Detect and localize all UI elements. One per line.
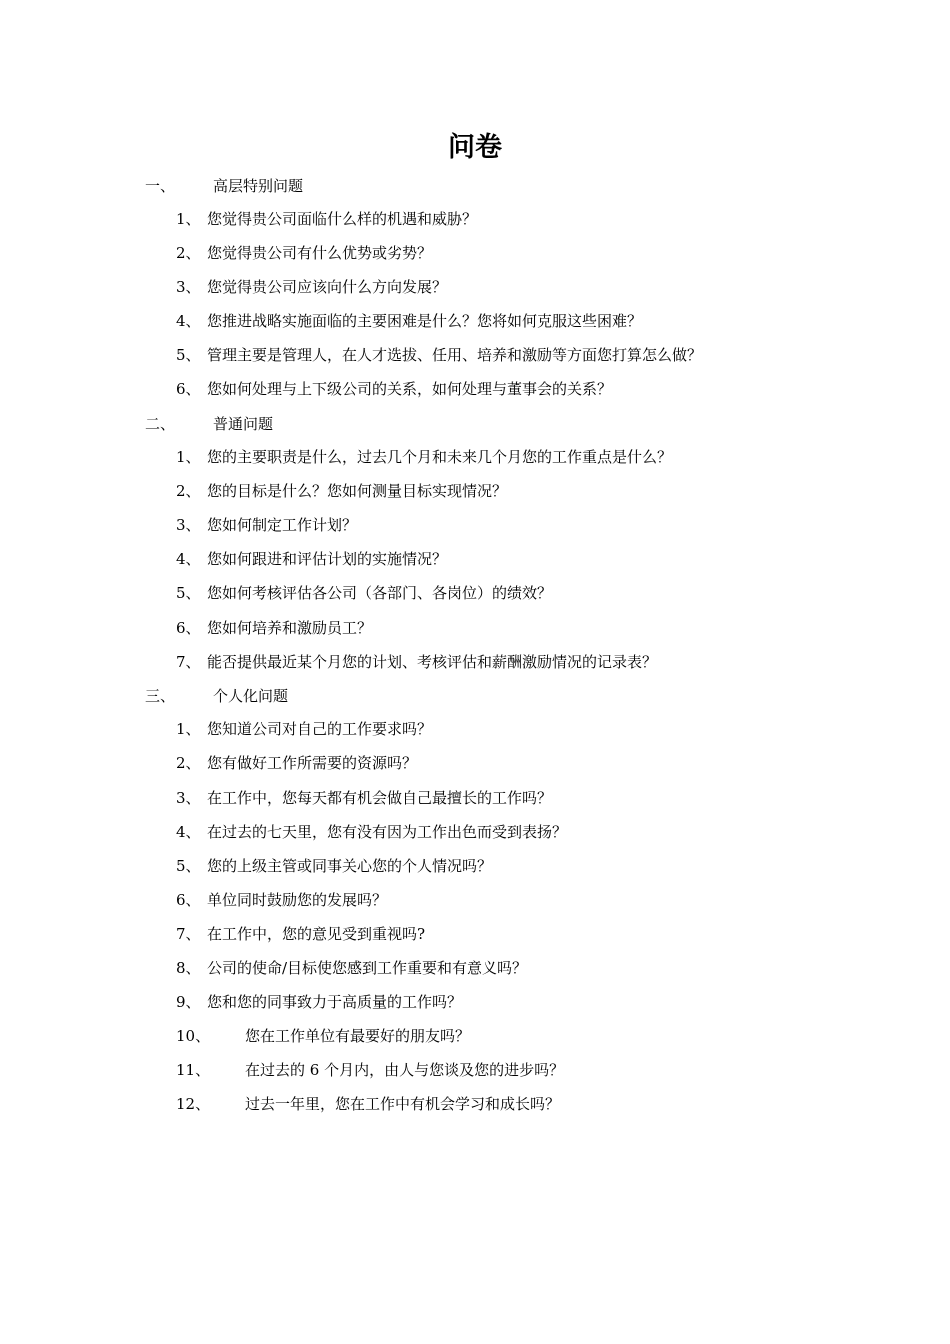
question-item (176, 719, 816, 739)
question-item (176, 515, 816, 535)
question-number: 2、 (176, 482, 201, 500)
question-item (176, 992, 816, 1012)
question-text: 您如何跟进和评估计划的实施情况？ (207, 550, 448, 568)
question-item (176, 652, 816, 672)
question-number: 6、 (176, 380, 201, 398)
question-item (176, 890, 816, 910)
question-item (176, 1060, 816, 1080)
question-number: 2、 (176, 754, 201, 772)
question-item (176, 1026, 816, 1046)
question-text: 您如何考核评估各公司（各部门、各岗位）的绩效？ (207, 584, 553, 602)
section-number: 一、 (145, 177, 176, 195)
question-number: 12、 (176, 1095, 211, 1113)
question-number: 9、 (176, 993, 201, 1011)
question-text: 您如何培养和激励员工？ (207, 619, 373, 637)
question-number: 5、 (176, 346, 201, 364)
question-number: 4、 (176, 550, 201, 568)
section-label: 普通问题 (213, 415, 274, 433)
question-item (176, 447, 816, 467)
question-text: 您如何制定工作计划？ (207, 516, 358, 534)
section-number: 二、 (145, 415, 176, 433)
question-number: 3、 (176, 516, 201, 534)
question-text: 您觉得贵公司有什么优势或劣势？ (207, 244, 433, 262)
question-text: 公司的使命/目标使您感到工作重要和有意义吗？ (207, 959, 528, 977)
question-text: 您在工作单位有最要好的朋友吗？ (245, 1027, 471, 1045)
question-number: 3、 (176, 789, 201, 807)
section-heading (145, 414, 545, 434)
question-item (176, 924, 816, 944)
question-number: 4、 (176, 823, 201, 841)
page-title: 问卷 (448, 132, 502, 163)
question-text: 您如何处理与上下级公司的关系，如何处理与董事会的关系？ (207, 380, 613, 398)
question-text: 能否提供最近某个月您的计划、考核评估和薪酬激励情况的记录表？ (207, 653, 658, 671)
question-item (176, 311, 816, 331)
question-number: 6、 (176, 619, 201, 637)
question-item (176, 822, 816, 842)
question-item (176, 1094, 816, 1114)
question-number: 3、 (176, 278, 201, 296)
section-heading (145, 686, 545, 706)
section-label: 个人化问题 (213, 687, 289, 705)
question-text: 您的上级主管或同事关心您的个人情况吗？ (207, 857, 493, 875)
question-item (176, 583, 816, 603)
question-number: 2、 (176, 244, 201, 262)
question-item (176, 481, 816, 501)
question-text: 单位同时鼓励您的发展吗？ (207, 891, 388, 909)
question-item (176, 345, 816, 365)
question-item (176, 788, 816, 808)
question-number: 4、 (176, 312, 201, 330)
question-text: 您觉得贵公司面临什么样的机遇和威胁？ (207, 210, 478, 228)
question-text: 过去一年里，您在工作中有机会学习和成长吗？ (245, 1095, 561, 1113)
question-text: 管理主要是管理人，在人才选拔、任用、培养和激励等方面您打算怎么做？ (207, 346, 703, 364)
section-number: 三、 (145, 687, 176, 705)
question-item (176, 277, 816, 297)
question-text: 您知道公司对自己的工作要求吗？ (207, 720, 433, 738)
question-text: 您推进战略实施面临的主要困难是什么？您将如何克服这些困难？ (207, 312, 643, 330)
question-number: 7、 (176, 925, 201, 943)
question-number: 1、 (176, 210, 201, 228)
section-heading (145, 176, 545, 196)
question-text: 您觉得贵公司应该向什么方向发展？ (207, 278, 448, 296)
question-item (176, 243, 816, 263)
question-item (176, 379, 816, 399)
question-item (176, 209, 816, 229)
question-number: 5、 (176, 857, 201, 875)
question-number: 11、 (176, 1061, 211, 1079)
question-text: 您的主要职责是什么，过去几个月和未来几个月您的工作重点是什么？ (207, 448, 673, 466)
section-label: 高层特别问题 (213, 177, 304, 195)
question-text: 在工作中，您每天都有机会做自己最擅长的工作吗？ (207, 789, 553, 807)
question-text: 您有做好工作所需要的资源吗？ (207, 754, 418, 772)
question-text: 在过去的七天里，您有没有因为工作出色而受到表扬？ (207, 823, 568, 841)
question-number: 7、 (176, 653, 201, 671)
question-number: 1、 (176, 448, 201, 466)
question-item (176, 753, 816, 773)
question-text: 在工作中，您的意见受到重视吗? (207, 925, 426, 943)
question-text: 在过去的 6 个月内，由人与您谈及您的进步吗？ (245, 1061, 565, 1079)
question-item (176, 958, 816, 978)
question-number: 5、 (176, 584, 201, 602)
question-text: 您和您的同事致力于高质量的工作吗？ (207, 993, 463, 1011)
question-text: 您的目标是什么？您如何测量目标实现情况？ (207, 482, 508, 500)
question-item (176, 856, 816, 876)
question-number: 8、 (176, 959, 201, 977)
question-item (176, 549, 816, 569)
question-item (176, 618, 816, 638)
question-number: 10、 (176, 1027, 211, 1045)
question-number: 6、 (176, 891, 201, 909)
question-number: 1、 (176, 720, 201, 738)
